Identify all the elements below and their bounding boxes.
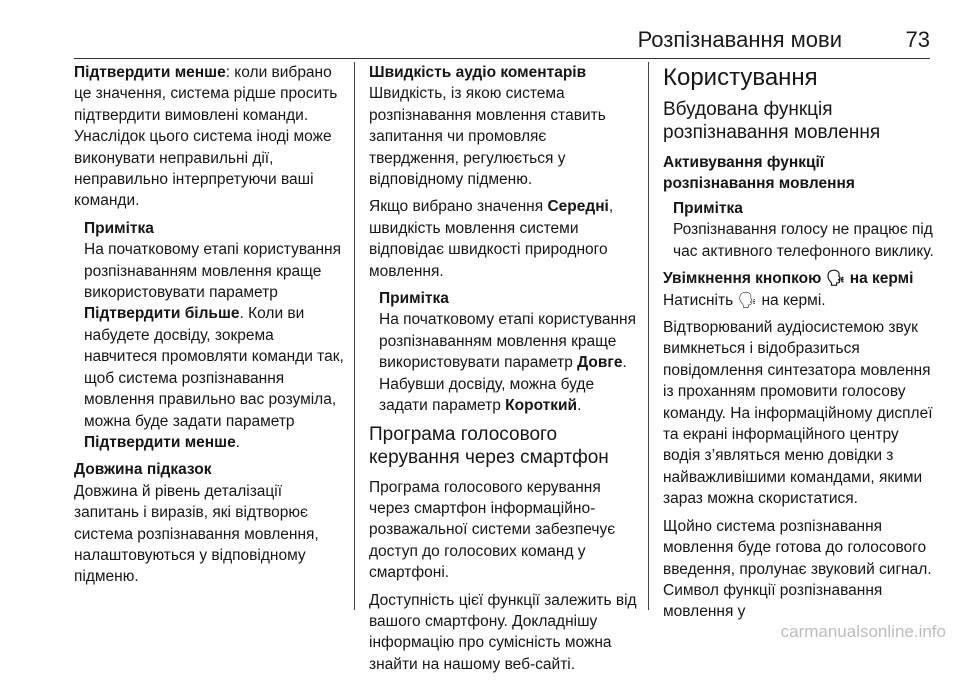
- header-rule: [74, 58, 930, 59]
- column-divider-1: [354, 62, 355, 610]
- paragraph-smartphone-voice: Програма голосового керування через смартфон інформаційно-розважальної системи забезпечує доступ до голосових команд у смартфоні.: [369, 478, 616, 582]
- voice-control-icon: 🗣︎: [825, 270, 846, 288]
- text: : коли вибрано це значення, система рідше просить підтвердити вимовлені команди. Унаслідок цього система іноді може виконувати неправильні дії, неправильно інтерпретуючи ваші команди.: [74, 64, 338, 210]
- note-title: Примітка: [379, 290, 449, 308]
- note-text: [84, 239, 350, 453]
- note-text: [379, 309, 637, 416]
- paragraph-confirm-less: [74, 62, 350, 212]
- text: .: [235, 433, 240, 451]
- text: Увімкнення кнопкою: [663, 270, 822, 288]
- text: , швидкість мовлення системи відповідає швидкості природного мовлення.: [369, 198, 614, 280]
- note-title: Примітка: [673, 200, 743, 217]
- note-block: [369, 288, 637, 416]
- text: Якщо вибрано значення: [369, 198, 548, 216]
- paragraph-medium: [369, 196, 637, 282]
- paragraph-availability: Доступність цієї функції залежить від вашого смартфону. Докладнішу інформацію про сумісність можна знайти на нашому веб-сайті.: [369, 591, 637, 673]
- column-2: [369, 62, 637, 681]
- text: На початковому етапі користування розпізнаванням мовлення краще використовувати параметр: [84, 241, 342, 302]
- note-title: Примітка: [84, 219, 154, 237]
- note-block: [663, 198, 935, 262]
- term-confirm-less: Підтвердити менше: [84, 433, 236, 451]
- heading-usage: Користування: [663, 64, 818, 91]
- text: на кермі: [849, 270, 914, 288]
- subheading-audio-speed: Швидкість аудіо коментарів: [369, 64, 587, 81]
- text: . Коли ви набудете досвіду, зокрема навчитеся промовляти команди так, щоб система розпізнавання мовлення правильно вас розуміла, можна буде задати параметр: [84, 305, 344, 430]
- term-short: Короткий: [505, 397, 578, 415]
- paragraph-press: [663, 290, 935, 311]
- term-long: Довге: [577, 354, 623, 372]
- watermark: carmanualsonline.info: [780, 622, 946, 641]
- heading-builtin-voice: Вбудована функція розпізнавання мовлення: [663, 99, 881, 143]
- note-text: Розпізнавання голосу не працює під час активного телефонного виклику.: [673, 221, 934, 260]
- voice-control-icon: 🗣︎: [737, 291, 758, 309]
- paragraph-audio-muted: Відтворюваний аудіосистемою звук вимкнеться і відобразиться повідомлення синтезатора мовлення із проханням промовити голосову команду. На інформаційному дисплеї та екрані інформаційного центру водія з’являться меню довідки з найважливішими командами, якими зараз можна скористатися.: [663, 319, 933, 508]
- paragraph-prompt-length: Довжина й рівень деталізації запитань і виразів, які відтворює система розпізнавання мовлення, налаштовуються у відповідному підменю.: [74, 482, 319, 586]
- page-header: [0, 0, 960, 60]
- page-number: 73: [905, 27, 930, 52]
- text: .: [577, 397, 582, 415]
- term-medium: Середні: [547, 198, 609, 216]
- heading-activate-voice: Активування функції розпізнавання мовлення: [663, 154, 855, 192]
- paragraph-audio-speed: Швидкість, із якою система розпізнавання мовлення ставить запитання чи промовляє твердження, регулюється у відповідному підменю.: [369, 85, 606, 189]
- term-confirm-less: Підтвердити менше: [74, 64, 226, 81]
- column-divider-2: [648, 62, 649, 610]
- text: Натисніть: [663, 291, 734, 309]
- column-3: [663, 62, 935, 629]
- subheading-prompt-length: Довжина підказок: [74, 461, 212, 479]
- subheading-button-activation: [663, 268, 935, 289]
- text: . Набувши досвіду, можна буде задати параметр: [379, 354, 627, 415]
- paragraph-ready: Щойно система розпізнавання мовлення буде готова до голосового введення, пролунає звуковий сигнал. Символ функції розпізнавання мовлення у: [663, 517, 932, 621]
- heading-smartphone-voice: Програма голосового керування через смартфон: [369, 423, 609, 468]
- term-confirm-more: Підтвердити більше: [84, 305, 240, 323]
- page-title: Розпізнавання мови: [637, 27, 842, 52]
- column-1: [74, 62, 350, 594]
- text: на кермі.: [761, 291, 826, 309]
- text: На початковому етапі користування розпізнаванням мовлення краще використовувати параметр: [379, 311, 637, 372]
- note-block: [74, 218, 350, 453]
